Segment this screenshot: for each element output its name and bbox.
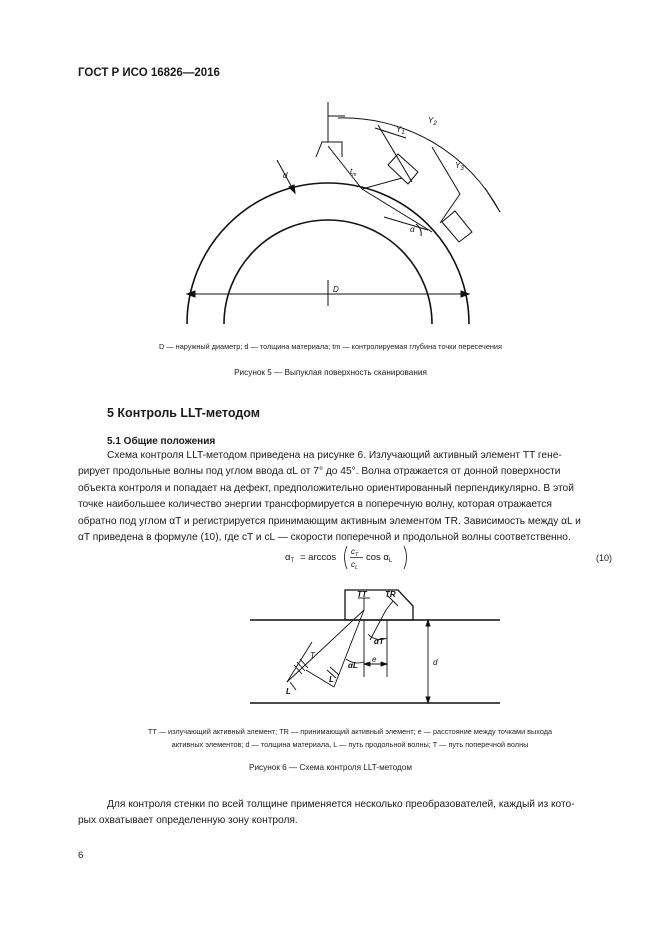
label-alpha-t: αT [374,637,384,646]
figure-6-legend: TT — излучающий активный элемент; TR — принимающий активный элемент; e — расстояние между точками выхода активных элементов; d — толщина материала, L — путь продольной волны; T — путь поперечной волны [147,727,553,749]
figure-6-diagram [250,582,500,712]
label-d6: d [433,658,438,667]
label-alpha: α [410,225,415,234]
subsection-title: 5.1 Общие положения [107,436,216,447]
label-l1: L [286,687,291,696]
formula-10 [285,540,415,574]
probe-housing [345,590,413,620]
svg-text:cos αL: $\cos \alpha_L$ [366,552,393,564]
figure-5-legend: D — наружный диаметр; d — толщина материала; tm — контролируемая глубина точки пересечения [159,342,502,351]
paragraph-2: Для контроля стенки по всей толщине применяется несколько преобразователей, каждый из кото- рых охватывает определенную зону контроля. [78,799,575,827]
figure-6-caption: Рисунок 6 — Схема контроля LLT-методом [249,763,412,772]
label-y1: $Y_1$ [396,125,405,136]
label-alpha-l: αL [348,661,358,670]
label-D: D [333,285,339,294]
label-tt: TT [357,590,367,599]
page-number: 6 [78,850,84,861]
label-tr: TR [385,590,396,599]
svg-text:cT: $c_T$ [351,547,359,558]
label-t: T [310,651,315,660]
label-tm: $t_m$ [350,167,357,178]
document-header: ГОСТ Р ИСО 16826—2016 [78,67,220,79]
label-y3: $Y_3$ [455,161,464,172]
section-title: 5 Контроль LLT-методом [107,406,260,420]
label-l2: L [329,675,334,684]
paragraph-1: Схема контроля LLT-методом приведена на рисунке 6. Излучающий активный элемент TT гене- рирует продольные волны под углом ввода αL от 7° до 45°. Волна отражается от донной поверхности объекта контроля и попадает на дефект, предположительно ориентированный перпендикулярно. В этой точке наибольшее количество энергии трансформируется в поперечную волну, которая отражается обратно под углом αT и регистрируется принимающим активным элементом TR. Зависимость между αL и αT приведена в формуле (10), где cT и cL — скорости поперечной и продольной волны соответственно. [78,450,581,544]
svg-text:αT: $\alpha_T$ [285,552,295,564]
formula-number: (10) [596,553,613,563]
label-e: e [372,655,377,664]
inner-surface-arc [224,220,432,324]
label-y2: $Y_2$ [428,116,437,127]
figure-5-diagram [170,92,520,332]
svg-text:cL: $c_L$ [351,560,359,571]
figure-5-caption: Рисунок 5 — Выпуклая поверхность сканирования [234,368,427,377]
label-d: d [283,171,288,180]
svg-text:= arccos: = arccos [300,552,337,563]
